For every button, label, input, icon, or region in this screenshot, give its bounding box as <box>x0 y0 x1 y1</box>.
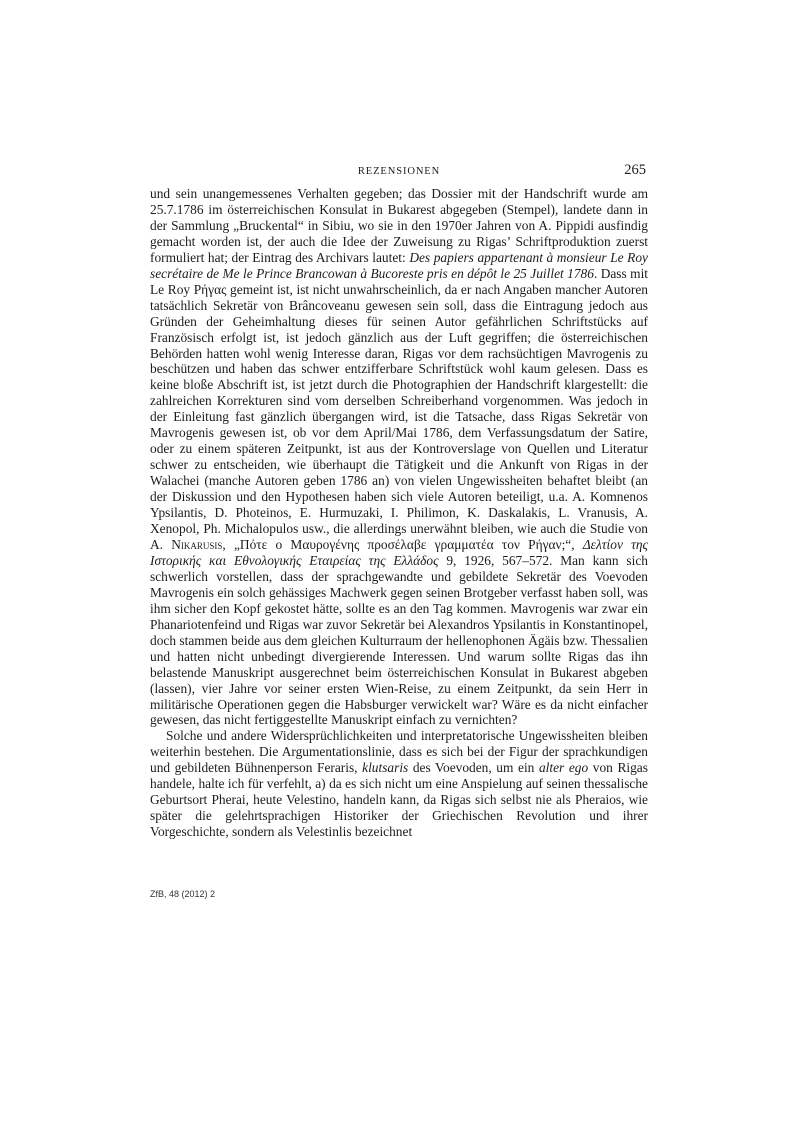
paragraph-2 <box>150 728 648 840</box>
text-run: 9, 1926, 567–572. Man kann sich schwerlich vorstellen, dass der sprachgewandte und gebildete Sekretär des Voevoden Mavrogenis ein solch gehässiges Machwerk gegen seinen Brotgeber verfasst haben soll, was ihm sicher den Kopf gekostet hätte, sollte es an den Tag kommen. Mavrogenis war zwar ein Phanariotenfeind und Rigas war zuvor Sekretär bei Alexandros Ypsilantis in Konstantinopel, doch stammen beide aus dem gleichen Kulturraum der hellenophonen Ägäis bzw. Thessalien und hatten nicht unbedingt divergierende Interessen. Und warum sollte Rigas das ihn belastende Manuskript ausgerechnet beim österreichischen Konsulat in Bukarest abgeben (lassen), vier Jahre vor seiner ersten Wien-Reise, zu einem Zeitpunkt, da sein Herr in militärische Operationen gegen die Habsburger verwickelt war? Wäre es da nicht einfacher gewesen, das nicht fertiggestellte Manuskript einfach zu vernichten? <box>150 552 648 728</box>
page-number: 265 <box>624 162 646 178</box>
italic-term: klutsaris <box>362 760 409 776</box>
paragraph-1 <box>150 186 648 728</box>
text-run: Solche und andere Widersprüchlichkeiten und interpretatorische Ungewissheiten bleiben weiterhin bestehen. Die Argumentationslinie, dass es sich bei der Figur der sprachkundigen und gebildeten Bühnenperson Feraris, <box>150 728 648 776</box>
archive-entry-quote: Des papiers appartenant à monsieur Le Roy secrétaire de Me le Prince Brancowan à Bucoreste pris en dépôt le 25 Juillet 1786 <box>150 249 648 281</box>
italic-term: alter ego <box>538 760 589 776</box>
text-run: und sein unangemessenes Verhalten gegeben; das Dossier mit der Handschrift wurde am 25.7.1786 im österreichischen Konsulat in Bukarest abgegeben (Stempel), landete dann in der Sammlung „Bruckental“ in Sibiu, wo sie in den 1970er Jahren von A. Pippidi ausfindig gemacht worden ist, der auch die Idee der Zuweisung zu Rigas’ Schriftproduktion zuerst formuliert hat; der Eintrag des Archivars lautet: <box>150 186 648 265</box>
text-run: des Voevoden, um ein <box>408 760 539 776</box>
text-run: von Rigas handele, halte ich für verfehlt, a) da es sich nicht um eine Anspielung auf seinen thessalische Geburtsort Pherai, heute Velestino, handeln kann, da Rigas sich selbst nie als Pheraios, wie später die gelehrtsprachigen Historiker der Griechischen Revolution und ihrer Vorgeschichte, sondern als Velestinlis bezeichnet <box>150 760 648 840</box>
journal-footer: ZfB, 48 (2012) 2 <box>150 889 216 899</box>
text-run: . Dass mit Le Roy Ρήγας gemeint ist, ist nicht unwahrscheinlich, da er nach Angaben mancher Autoren tatsächlich Sekretär von Brâncoveanu gewesen sein soll, dass die Eintragung jedoch aus Gründen der Geheimhaltung dieses für seinen Autor gefährlichen Schriftstücks auf Französisch erfolgt ist, ist jedoch gänzlich aus der Luft gegriffen; die österreichischen Behörden hatten wohl wenig Interesse daran, Rigas vor dem rachsüchtigen Mavrogenis zu beschützen und haben das schwer entzifferbare Schriftstück wohl kaum gelesen. Dass es keine bloße Abschrift ist, ist jetzt durch die Photographien der Handschrift klargestellt: die zahlreichen Korrekturen sind vom derselben Schreiberhand vorgenommen. Was jedoch in der Einleitung fast gänzlich übergangen wird, ist die Tatsache, dass Rigas Sekretär von Mavrogenis gewesen ist, ob vor dem April/Mai 1786, dem Verfassungsdatum der Satire, oder zu einem späteren Zeitpunkt, ist aus der Kontroverslage von Quellen und Literatur schwer zu entscheiden, wie überhaupt die Tätigkeit und die Ankunft von Rigas in der Walachei (manche Autoren geben 1786 an) von vielen Ungewissheiten behaftet bleibt (an der Diskussion und den Hypothesen haben sich viele Autoren beteiligt, u.a. A. Komnenos Ypsilantis, D. Photeinos, E. Hurmuzaki, I. Philimon, K. Daskalakis, L. Vranusis, A. Xenopol, Ph. Michalopulos usw., die allerdings unerwähnt bleiben, wie auch die Studie von A. <box>150 265 649 552</box>
body-text <box>150 186 648 840</box>
text-run: , „Πότε ο Μαυρογένης προσέλαβε γραμματέα τον Ρήγαν;“, <box>222 536 583 552</box>
author-name: Nikarusis <box>171 536 223 552</box>
journal-title: Δελτίον της Ιστορικής και Εθνολογικής Εταιρείας της Ελλάδος <box>150 536 648 568</box>
running-title: REZENSIONEN <box>357 166 441 177</box>
running-header <box>150 162 648 184</box>
